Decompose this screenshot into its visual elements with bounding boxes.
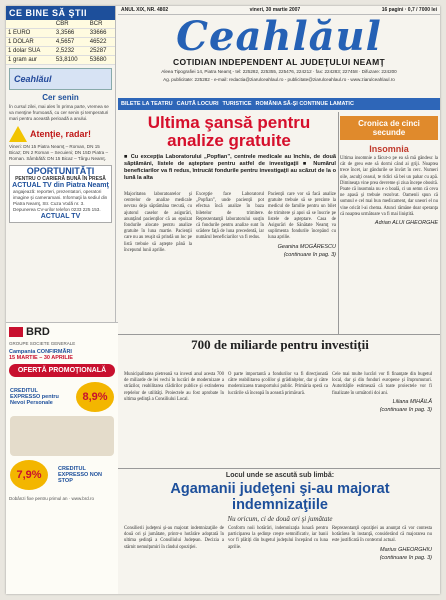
brd-footer: Dobânzi fixe pentru primul an · www.brd.ro xyxy=(9,496,95,501)
brd-product-2 xyxy=(6,458,118,492)
bottom-column-1: Consilierii judeţeni şi-au majorat indemnizaţiile de două ori şi jumătate, printr-o hotărâre adoptată în ultima şedinţă a Consiliului Judeţean. Decizia a stârnit nemulţumiri în rândul opoziţiei. xyxy=(124,526,224,550)
warning-icon xyxy=(9,126,27,142)
brd-logo xyxy=(6,323,118,341)
section-nav xyxy=(118,98,440,110)
main-headline-block xyxy=(122,114,336,150)
exchange-row: 1 DOLAR 4,5657 46522 xyxy=(6,38,115,47)
exchange-title: CE BINE SĂ ŞTII xyxy=(6,6,115,20)
issue-number: ANUL XIX, NR. 4802 xyxy=(121,7,169,13)
issue-date: vineri, 30 martie 2007 xyxy=(249,7,301,13)
bottom-column-3: Reprezentanţii opoziţiei au anunţat că vor contesta hotărârea în instanţă, considerând că majorarea nu este justificată în contextul actual. xyxy=(332,526,432,544)
nav-item[interactable]: ROMÂNIA SĂ-ŞI CONTINUE LAMATIC xyxy=(255,101,354,107)
bottom-columns xyxy=(124,526,436,561)
bottom-column-3-wrap xyxy=(332,526,432,561)
divider xyxy=(338,112,339,334)
exchange-header: CBR xyxy=(54,20,88,29)
nav-item[interactable]: TURISTICE xyxy=(222,101,252,107)
main-column-3-wrap xyxy=(268,192,336,258)
investment-continued: (continuare în pag. 3) xyxy=(379,406,432,413)
bottom-headline-block xyxy=(122,481,438,513)
brd-period: 15 MARTIE – 30 APRILIE xyxy=(9,355,73,361)
exchange-row: 1 EURO 3,3566 33666 xyxy=(6,29,115,38)
chronicle-box xyxy=(340,116,438,226)
chronicle-author: Adrian ALUI GHEORGHE xyxy=(374,220,438,227)
chronicle-header: Cronica de cinci secunde xyxy=(340,116,438,140)
main-headline[interactable]: Ultima şansă pentru analize gratuite xyxy=(147,113,311,150)
main-column-3: Pacienţii care vor să facă analize gratuite trebuie să se prezinte la medicul de familie pentru un bilet de trimitere şi apoi să se înscrie pe listele de aşteptare. Casa de Asigurări de Sănătate Neamţ va suplimenta fondurile începând cu luna aprilie. xyxy=(268,192,336,241)
investment-headline[interactable]: 700 de miliarde pentru investiţii xyxy=(191,337,369,352)
exchange-header-row xyxy=(6,20,115,29)
brd-offer-badge[interactable]: OFERTĂ PROMOŢIONALĂ xyxy=(9,364,115,377)
exchange-table xyxy=(6,20,115,65)
investment-column-2: O parte importantă a fondurilor va fi direcţionată către reabilitarea şcolilor şi grădiniţelor, dar şi către modernizarea transportului public. Primăria speră ca lucrările să înceapă în această primăvară. xyxy=(228,372,328,396)
brd-rate-2: 7,9% xyxy=(10,460,48,490)
masthead-area xyxy=(118,6,440,98)
address-line: Aleea Tipografiei 14, Piatra Neamţ - tel: 225282, 225355, 225476, 224212 · fax: 224283; 227458 · Difuzare: 224200 xyxy=(161,69,397,74)
exchange-row: 1 dolar SUA 2,5232 25287 xyxy=(6,47,115,56)
exchange-header xyxy=(6,20,54,29)
masthead-tagline: COTIDIAN INDEPENDENT AL JUDEŢULUI NEAMŢ xyxy=(173,57,385,67)
weather-text: În cursul zilei, mai ales în prima parte, vremea se va menţine frumoasă, cu cer senin şi temperaturi mari pentru această perioadă a anului. xyxy=(9,104,109,121)
brd-campaign: Campania CONFIRMĂRI xyxy=(9,349,72,355)
main-continued: (continuare în pag. 3) xyxy=(283,251,336,258)
investment-author: Liliana MIHĂILĂ xyxy=(392,398,432,405)
main-column-1: Majoritatea laboratoarelor şi centrelor de analize medicale nevrau deja săptămâna trecută, cu ajutorul caselor de asigurări, anunţând pacienţilor că au epuizat fondurile alocate pentru analize gratuite în luna martie. Pacienţii care nu au reuşit să prindă un loc pe listă trebuie să aştepte până la începutul lunii aprilie. xyxy=(124,192,192,253)
divider xyxy=(118,334,440,335)
bottom-continued: (continuare în pag. 3) xyxy=(379,554,432,561)
contact-line: Ag. publicitate: 225282 - e-mail: redactia@ziarulceahlaul.ro - publicitate@ziarulceahlaul.ro - www.ziarulceahlaul.ro xyxy=(163,77,395,82)
main-article-columns xyxy=(124,192,336,258)
brd-mark-icon xyxy=(9,327,23,337)
bottom-deck: Nu oricum, ci de două ori şi jumătate xyxy=(227,515,333,523)
main-lead: ■ Cu excepţia Laboratorului „Popfian”, centrele medicale au închis, de două săptămâni, listele de aşteptare pentru astfel de investigaţii ■ Numărul beneficiarilor va fi redus, întrucât fondurile pentru investigaţii au scăzut de la o lună la alta xyxy=(124,154,336,181)
investment-column-3: Cele mai multe lucrări vor fi finanţate din bugetul local, dar şi din fonduri europene şi împrumuturi. Autorităţile estimează că toate proiectele vor fi finalizate în următorii doi ani. xyxy=(332,372,432,396)
bottom-kicker: Locul unde se ascută sub limbă: xyxy=(225,472,335,479)
bottom-headline[interactable]: Agamanii judeţeni şi-au majorat indemnizaţiile xyxy=(170,481,390,513)
chronicle-text: Ultima insomnie a făcut-o pe ea să mă gândesc la cât de greu este să dormi când ai griji. Noaptea trece încet, iar gândurile se învârt în cerc. Numeri oile, asculţi ceasul, te ridici să bei un pahar cu apă. Dimineaţa vine prea devreme şi ziua începe obosită. Poate că insomnia nu e o boală, ci un semn că ceva ne apasă şi trebuie rezolvat. Oamenii spun că somnul e cel mai bun medicament, dar uneori el nu vine oricât l-ai chema. Atunci rămâne doar speranţa că noaptea următoare va fi mai liniştită. xyxy=(340,156,438,217)
radar-section xyxy=(6,124,115,144)
radar-text: Vineri: DN 15 Piatra Neamţ – Roman, DN 15 Bicaz; DN 2 Roman – Secuieni; DN 15D Piatra – Roman. Sâmbătă: DN 15 Bicaz – Târgu Neamţ. xyxy=(9,144,109,161)
chronicle-title[interactable]: Insomnia xyxy=(369,144,409,154)
investment-columns xyxy=(124,372,436,413)
brd-rate-1: 8,9% xyxy=(76,382,114,412)
investment-column-1: Municipalitatea pietreană va investi anul acesta 700 de miliarde de lei vechi în lucrări de modernizare a străzilor, reabilitarea clădirilor publice şi extinderea reţelelor de utilităţi. Proiectele au fost aprobate în ultima şedinţă a Consiliului Local. xyxy=(124,372,224,402)
weather-logo: Ceahlăul xyxy=(9,68,112,90)
exchange-row: 1 gram aur 53,8100 53680 xyxy=(6,56,115,65)
jobs-footer: ACTUAL TV xyxy=(40,213,81,220)
main-column-2: Excepţie face Laboratorul „Popfian”, unde pacienţii pot efectua încă analize în baza biletelor de trimitere. Reprezentanţii laboratorului susţin că fondurile pentru analize sunt în scădere faţă de luna precedentă, iar numărul beneficiarilor va fi redus. xyxy=(196,192,264,241)
bottom-column-2: Conform noii hotărâri, indemnizaţia lunară pentru participarea la şedinţe creşte semnificativ, iar banii vor fi plătiţi din bugetul judeţului începând cu luna aprilie. xyxy=(228,526,328,550)
brd-logo-text: BRD xyxy=(26,326,50,338)
nav-item[interactable]: CAUTĂ LOCURI xyxy=(176,101,219,107)
brd-subtitle: GROUPE SOCIETE GENERALE xyxy=(9,341,76,346)
jobs-subtitle: PENTRU O CARIERĂ BUNĂ ÎN PRESĂ xyxy=(15,176,106,182)
brd-product-1-label: CREDITUL EXPRESSO pentru Nevoi Personale xyxy=(10,388,59,406)
divider xyxy=(118,468,440,469)
weather-title: Cer senin xyxy=(42,93,79,102)
nav-item[interactable]: BILETE LA TEATRU xyxy=(121,101,173,107)
jobs-ad xyxy=(9,165,112,223)
brd-ad xyxy=(6,322,118,594)
investment-column-3-wrap xyxy=(332,372,432,413)
brd-product-1 xyxy=(6,380,118,414)
exchange-header: BCR xyxy=(88,20,115,29)
investment-headline-block xyxy=(122,338,438,352)
bottom-author: Marius GHEORGHIU xyxy=(380,546,432,553)
newspaper-page xyxy=(6,6,440,594)
jobs-company: ACTUAL TV din Piatra Neamţ xyxy=(12,182,109,189)
brd-product-2-label: CREDITUL EXPRESSO NON STOP xyxy=(58,466,103,484)
main-author: Geanina MOGÂRESCU xyxy=(277,243,336,250)
issue-price: 16 pagini · 0,7 / 7000 lei xyxy=(381,7,437,13)
brd-photo xyxy=(10,416,114,456)
jobs-title: OPORTUNITĂŢI xyxy=(26,166,95,176)
jobs-text: angajează: reporteri, prezentatori, operatori imagine şi cameramani. Informaţii la sediul din Piatra Neamţ, Str. Cuza Vodă nr. 3. Depunerea CV-urilor telefon 0233 225 153. xyxy=(13,189,108,212)
masthead-title: Ceahlăul xyxy=(176,13,382,60)
radar-title: Atenţie, radar! xyxy=(30,129,92,139)
